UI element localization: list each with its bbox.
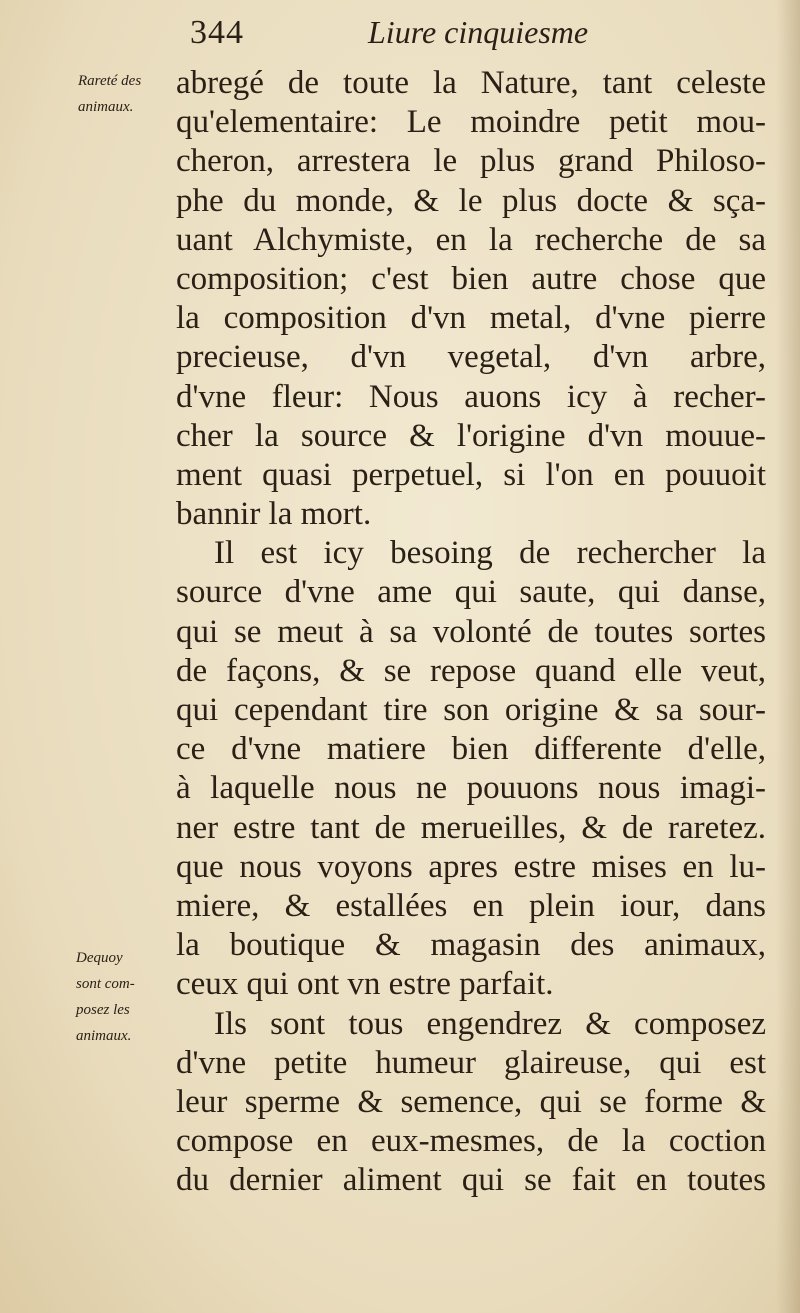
- text-line: qui se meut à sa volonté de toutes sortes: [176, 613, 766, 650]
- text-line: uant Alchymiste, en la recherche de sa: [176, 221, 766, 258]
- text-line: bannir la mort.: [176, 496, 372, 533]
- text-line: abregé de toute la Nature, tant celeste: [176, 65, 766, 101]
- margin-note-composition: [76, 945, 135, 1049]
- text-line: d'vne fleur: Nous auons icy à recher-: [176, 378, 766, 415]
- text-line: Ils sont tous engendrez & composez: [214, 1005, 766, 1042]
- body-text: [176, 64, 776, 1200]
- text-line: precieuse, d'vn vegetal, d'vn arbre,: [176, 339, 766, 376]
- text-line: ment quasi perpetuel, si l'on en pouuoit: [176, 456, 766, 493]
- margin-note-line: Rareté des: [78, 73, 142, 89]
- text-line: de façons, & se repose quand elle veut,: [176, 652, 766, 689]
- page-header: [190, 14, 630, 64]
- margin-note-line: Dequoy: [76, 950, 123, 966]
- text-line: que nous voyons apres estre mises en lu-: [176, 848, 766, 885]
- running-title: Liure cinquiesme: [368, 14, 589, 50]
- text-line: ceux qui ont vn estre parfait.: [176, 966, 554, 1003]
- text-line: du dernier aliment qui se fait en toutes: [176, 1162, 766, 1199]
- text-line: cheron, arrestera le plus grand Philoso-: [176, 143, 766, 180]
- text-line: la boutique & magasin des animaux,: [176, 927, 766, 964]
- text-line: Il est icy besoing de rechercher la: [214, 535, 766, 572]
- text-line: phe du monde, & le plus docte & sça-: [176, 182, 766, 219]
- margin-note-line: sont com-: [76, 976, 135, 992]
- text-line: compose en eux-mesmes, de la coction: [176, 1123, 766, 1160]
- text-line: miere, & estallées en plein iour, dans: [176, 887, 766, 924]
- text-line: qu'elementaire: Le moindre petit mou-: [176, 104, 766, 141]
- text-line: la composition d'vn metal, d'vne pierre: [176, 300, 766, 337]
- text-line: d'vne petite humeur glaireuse, qui est: [176, 1044, 766, 1081]
- text-line: qui cependant tire son origine & sa sour-: [176, 692, 766, 728]
- margin-note-rarete: [78, 68, 141, 120]
- page-edge-shadow: [776, 0, 800, 1313]
- text-line: à laquelle nous ne pouuons nous imagi-: [176, 770, 766, 807]
- margin-note-line: animaux.: [78, 99, 134, 115]
- text-line: ner estre tant de merueilles, & de raretez.: [176, 809, 766, 846]
- page-number: 344: [190, 14, 244, 51]
- text-line: ce d'vne matiere bien differente d'elle,: [176, 731, 766, 768]
- text-line: leur sperme & semence, qui se forme &: [176, 1083, 766, 1120]
- text-line: cher la source & l'origine d'vn mouue-: [176, 417, 766, 454]
- text-line: composition; c'est bien autre chose que: [176, 260, 766, 297]
- text-line: source d'vne ame qui saute, qui danse,: [176, 574, 766, 611]
- margin-note-line: animaux.: [76, 1028, 132, 1044]
- margin-note-line: posez les: [76, 1002, 130, 1018]
